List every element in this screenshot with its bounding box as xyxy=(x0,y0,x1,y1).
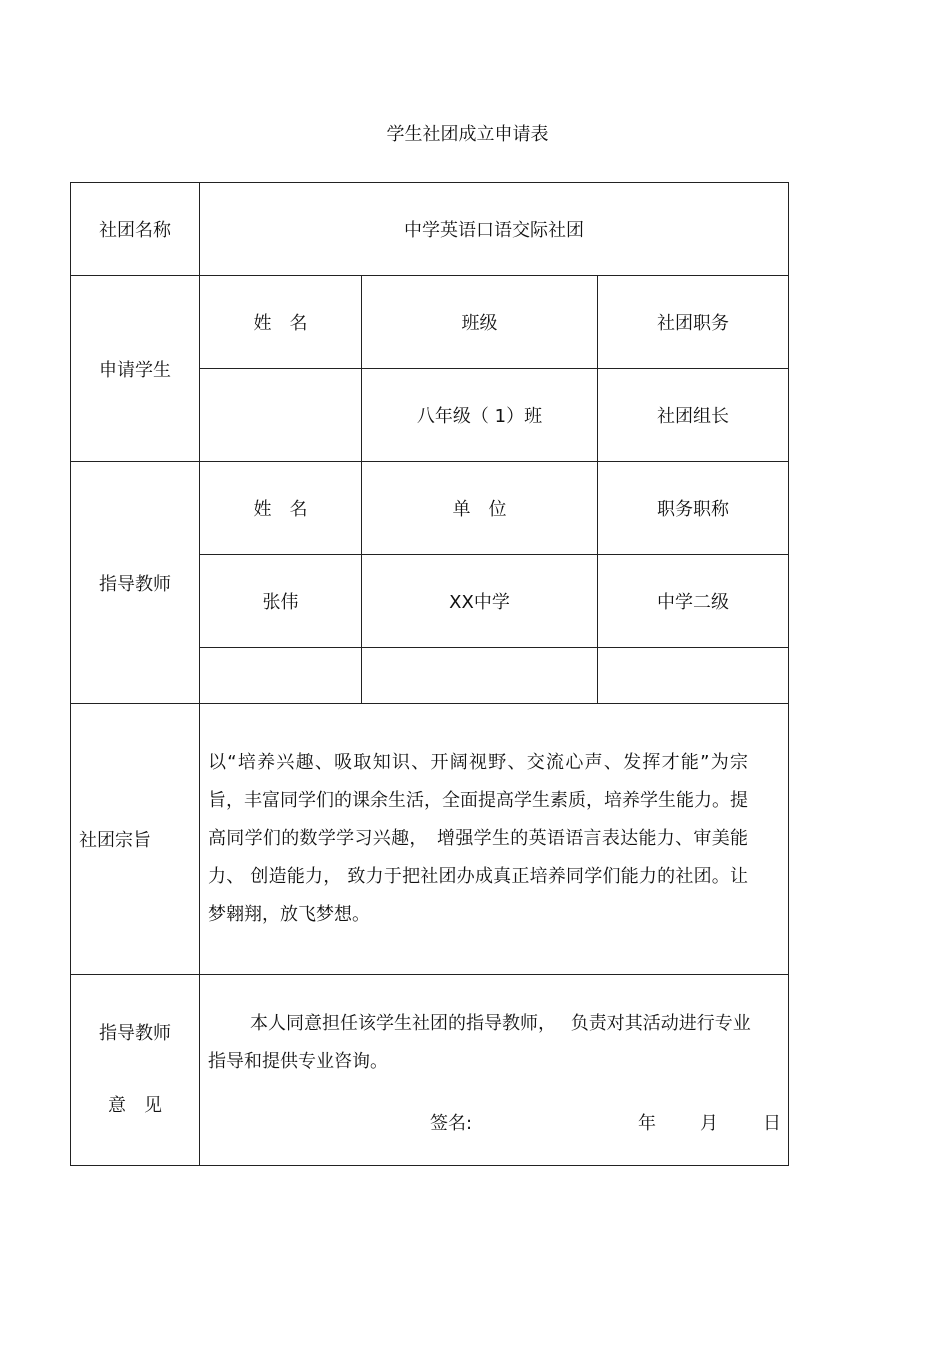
advisor-header-unit: 单 位 xyxy=(362,462,598,555)
applicant-class-cell: 八年级（ 1）班 xyxy=(362,369,598,462)
purpose-text: 以“培养兴趣、吸取知识、开阔视野、交流心声、发挥才能”为宗旨，丰富同学们的课余生活，全面提高学生素质，培养学生能力。提高同学们的数学学习兴趣， 增强学生的英语语言表达能力、审美能力、 创造能力， 致力于把社团办成真正培养同学们能力的社团。让梦翱翔，放飞梦想。 xyxy=(208,752,749,925)
opinion-cell xyxy=(200,975,789,1166)
advisor-name-cell: 张伟 xyxy=(200,555,362,648)
purpose-cell xyxy=(200,704,789,975)
opinion-row xyxy=(71,975,789,1166)
advisor-empty-unit-cell xyxy=(362,648,598,704)
opinion-label-cell xyxy=(71,975,200,1166)
signature-month: 月 xyxy=(700,1113,718,1134)
applicant-label: 申请学生 xyxy=(71,276,200,462)
application-form-table xyxy=(70,182,789,1166)
applicant-header-class: 班级 xyxy=(362,276,598,369)
signature-day: 日 xyxy=(763,1113,781,1134)
advisor-title-cell: 中学二级 xyxy=(598,555,789,648)
opinion-text: 本人同意担任该学生社团的指导教师， 负责对其活动进行专业指导和提供专业咨询。 xyxy=(208,1013,751,1072)
club-name-value: 中学英语口语交际社团 xyxy=(200,183,789,276)
purpose-row xyxy=(71,704,789,975)
advisor-header-title: 职务职称 xyxy=(598,462,789,555)
opinion-label-line2: 意 见 xyxy=(108,1095,162,1116)
club-name-label: 社团名称 xyxy=(71,183,200,276)
signature-year: 年 xyxy=(638,1113,656,1134)
form-title: 学生社团成立申请表 xyxy=(386,124,549,145)
advisor-unit-cell: XX中学 xyxy=(362,555,598,648)
signature-line xyxy=(430,1109,780,1133)
club-name-row xyxy=(71,183,789,276)
opinion-label-line1: 指导教师 xyxy=(99,1023,171,1044)
advisor-header-name: 姓 名 xyxy=(200,462,362,555)
advisor-label: 指导教师 xyxy=(71,462,200,704)
purpose-label: 社团宗旨 xyxy=(71,704,200,975)
signature-label: 签名: xyxy=(430,1113,473,1134)
applicant-header-role: 社团职务 xyxy=(598,276,789,369)
applicant-name-cell xyxy=(200,369,362,462)
advisor-empty-name-cell xyxy=(200,648,362,704)
advisor-header-row xyxy=(71,462,789,555)
advisor-empty-title-cell xyxy=(598,648,789,704)
applicant-role-cell: 社团组长 xyxy=(598,369,789,462)
applicant-header-row xyxy=(71,276,789,369)
applicant-header-name: 姓 名 xyxy=(200,276,362,369)
